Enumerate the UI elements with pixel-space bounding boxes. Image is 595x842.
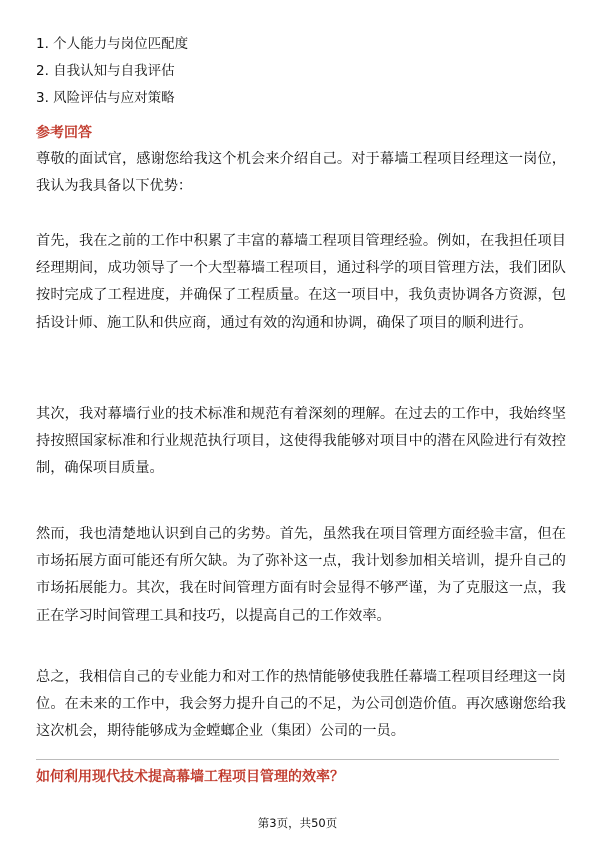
question-points-list	[36, 31, 566, 112]
answer-paragraph-experience: 首先，我在之前的工作中积累了丰富的幕墙工程项目管理经验。例如，在我担任项目经理期间，成功领导了一个大型幕墙工程项目，通过科学的项目管理方法，我们团队按时完成了工程进度，并确保了工程质量。在这一项目中，我负责协调各方资源，包括设计师、施工队和供应商，通过有效的沟通和协调，确保了项目的顺利进行。	[36, 233, 566, 331]
answer-paragraph-weaknesses: 然而，我也清楚地认识到自己的劣势。首先，虽然我在项目管理方面经验丰富，但在市场拓展方面可能还有所欠缺。为了弥补这一点，我计划参加相关培训，提升自己的市场拓展能力。其次，我在时间管理方面有时会显得不够严谨，为了克服这一点，我正在学习时间管理工具和技巧，以提高自己的工作效率。	[36, 526, 566, 624]
list-item: 2. 自我认知与自我评估	[36, 63, 175, 79]
answer-paragraph-intro: 尊敬的面试官，感谢您给我这个机会来介绍自己。对于幕墙工程项目经理这一岗位，我认为我具备以下优势：	[36, 151, 566, 195]
next-question-title: 如何利用现代技术提高幕墙工程项目管理的效率？	[36, 769, 344, 785]
list-item: 1. 个人能力与岗位匹配度	[36, 36, 189, 52]
list-item: 3. 风险评估与应对策略	[36, 90, 175, 106]
answer-paragraph-standards: 其次，我对幕墙行业的技术标准和规范有着深刻的理解。在过去的工作中，我始终坚持按照国家标准和行业规范执行项目，这使得我能够对项目中的潜在风险进行有效控制，确保项目质量。	[36, 406, 566, 477]
page-number-footer: 第3页，共50页	[257, 816, 338, 830]
reference-answer-title: 参考回答	[36, 125, 92, 141]
section-divider	[36, 759, 559, 760]
answer-paragraph-conclusion: 总之，我相信自己的专业能力和对工作的热情能够使我胜任幕墙工程项目经理这一岗位。在未来的工作中，我会努力提升自己的不足，为公司创造价值。再次感谢您给我这次机会，期待能够成为金螳螂企业（集团）公司的一员。	[36, 669, 566, 740]
